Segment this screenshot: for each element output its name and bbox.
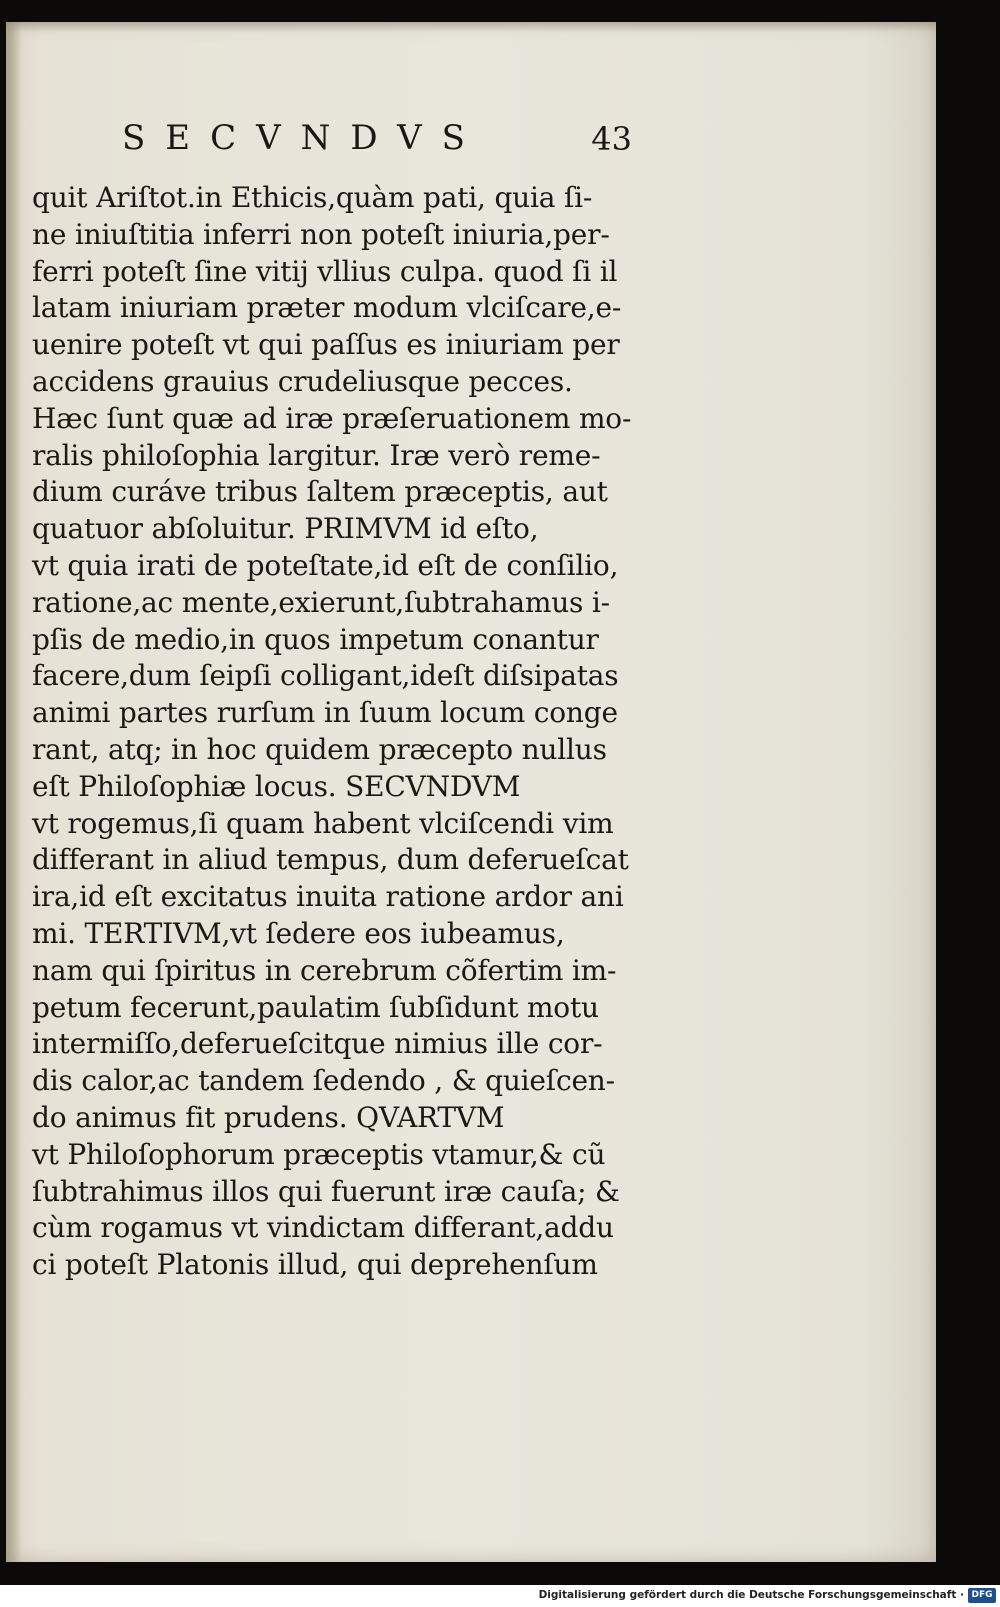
text-line: accidens grauius crudeliusque pecces. bbox=[32, 364, 573, 398]
running-title: SECVNDVS bbox=[122, 118, 485, 158]
body-text bbox=[32, 180, 642, 1284]
text-line: uenire poteſt vt qui paſſus es iniuriam per bbox=[32, 328, 620, 362]
text-line: dis calor,ac tandem ſedendo , & quieſcen- bbox=[32, 1064, 615, 1098]
text-line: cùm rogamus vt vindictam differant,addu bbox=[32, 1211, 614, 1245]
text-line: pſis de medio,in quos impetum conantur bbox=[32, 622, 599, 656]
text-line: animi partes rurſum in ſuum locum conge bbox=[32, 696, 618, 730]
running-head bbox=[122, 118, 632, 170]
text-line: facere,dum ſeipſi colligant,ideſt diſsipatas bbox=[32, 659, 619, 693]
text-line: quatuor abſoluitur. PRIMVM id eſto, bbox=[32, 512, 539, 546]
text-line: ferri poteſt ſine vitij vllius culpa. quod ſi il bbox=[32, 254, 618, 288]
text-line: do animus fit prudens. QVARTVM bbox=[32, 1100, 505, 1134]
text-line: quit Ariſtot.in Ethicis,quàm pati, quia ſi- bbox=[32, 181, 593, 214]
text-line: rant, atq; in hoc quidem præcepto nullus bbox=[32, 732, 607, 766]
text-line: mi. TERTIVM,vt ſedere eos iubeamus, bbox=[32, 916, 565, 950]
book-page bbox=[6, 22, 936, 1562]
text-line: vt rogemus,ſi quam habent vlciſcendi vim bbox=[32, 806, 614, 840]
text-line: nam qui ſpiritus in cerebrum cõfertim im- bbox=[32, 953, 617, 987]
text-line: ne iniuſtitia inferri non poteſt iniuria,per- bbox=[32, 217, 610, 251]
text-line: Hæc ſunt quæ ad iræ præſeruationem mo- bbox=[32, 401, 632, 435]
text-line: vt Philoſophorum præceptis vtamur,& cũ bbox=[32, 1137, 606, 1171]
text-line: dium curáve tribus ſaltem præceptis, aut bbox=[32, 475, 608, 509]
page-number: 43 bbox=[591, 120, 632, 158]
text-line: intermiſſo,deferueſcitque nimius ille cor- bbox=[32, 1027, 603, 1061]
funding-credit: Digitalisierung gefördert durch die Deutsche Forschungsgemeinschaft · bbox=[538, 1589, 964, 1601]
text-line: ſubtrahimus illos qui fuerunt iræ cauſa; & bbox=[32, 1174, 620, 1208]
text-line: eſt Philoſophiæ locus. SECVNDVM bbox=[32, 769, 521, 803]
page-top-shadow bbox=[6, 22, 936, 32]
text-line: ira,id eſt excitatus inuita ratione ardor ani bbox=[32, 880, 624, 914]
text-line: latam iniuriam præter modum vlciſcare,e- bbox=[32, 291, 622, 325]
text-line: ralis philoſophia largitur. Iræ verò reme- bbox=[32, 438, 601, 472]
text-line: ci poteſt Platonis illud, qui deprehenſum bbox=[32, 1248, 598, 1282]
text-line: vt quia irati de poteſtate,id eſt de conſilio, bbox=[32, 548, 619, 582]
page-gutter-shadow bbox=[6, 22, 22, 1562]
text-line: differant in aliud tempus, dum deferueſcat bbox=[32, 843, 629, 877]
dfg-logo: DFG bbox=[968, 1588, 996, 1603]
text-line: petum fecerunt,paulatim ſubſidunt motu bbox=[32, 990, 599, 1024]
text-line: ratione,ac mente,exierunt,ſubtrahamus i- bbox=[32, 585, 610, 619]
digitization-footer bbox=[0, 1585, 1000, 1607]
